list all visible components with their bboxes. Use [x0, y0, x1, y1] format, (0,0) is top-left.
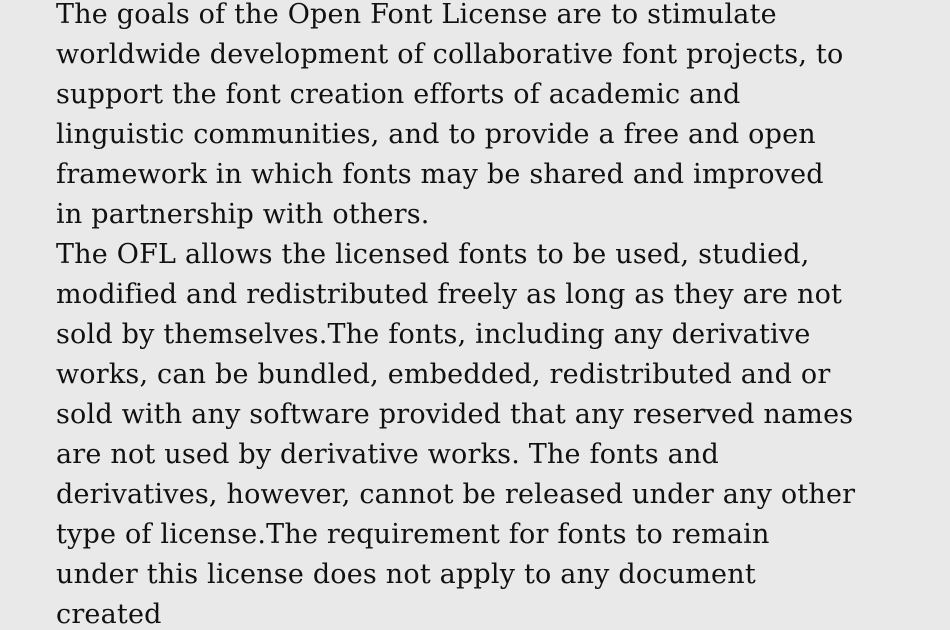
text-line: worldwide development of collaborative font projects, to — [56, 39, 844, 70]
text-line: support the font creation efforts of academic and — [56, 79, 741, 110]
text-line: works, can be bundled, embedded, redistributed and or — [56, 359, 831, 390]
text-line: sold with any software provided that any reserved names — [56, 399, 854, 430]
text-line: framework in which fonts may be shared and improved — [56, 159, 824, 190]
text-line: linguistic communities, and to provide a free and open — [56, 119, 816, 150]
text-line: are not used by derivative works. The fonts and — [56, 439, 720, 470]
text-line: derivatives, however, cannot be released under any other — [56, 479, 856, 510]
paragraph-ofl-terms — [56, 235, 936, 630]
paragraph-ofl-goals — [56, 0, 936, 235]
text-line: sold by themselves.The fonts, including any derivative — [56, 319, 811, 350]
text-line: under this license does not apply to any document — [56, 559, 756, 590]
text-line: created — [56, 599, 162, 630]
text-line: type of license.The requirement for fonts to remain — [56, 519, 770, 550]
text-line: The goals of the Open Font License are to stimulate — [56, 0, 777, 30]
text-column — [56, 0, 936, 630]
text-line: The OFL allows the licensed fonts to be used, studied, — [56, 239, 810, 270]
text-line: in partnership with others. — [56, 199, 430, 230]
text-line: modified and redistributed freely as long as they are not — [56, 279, 843, 310]
